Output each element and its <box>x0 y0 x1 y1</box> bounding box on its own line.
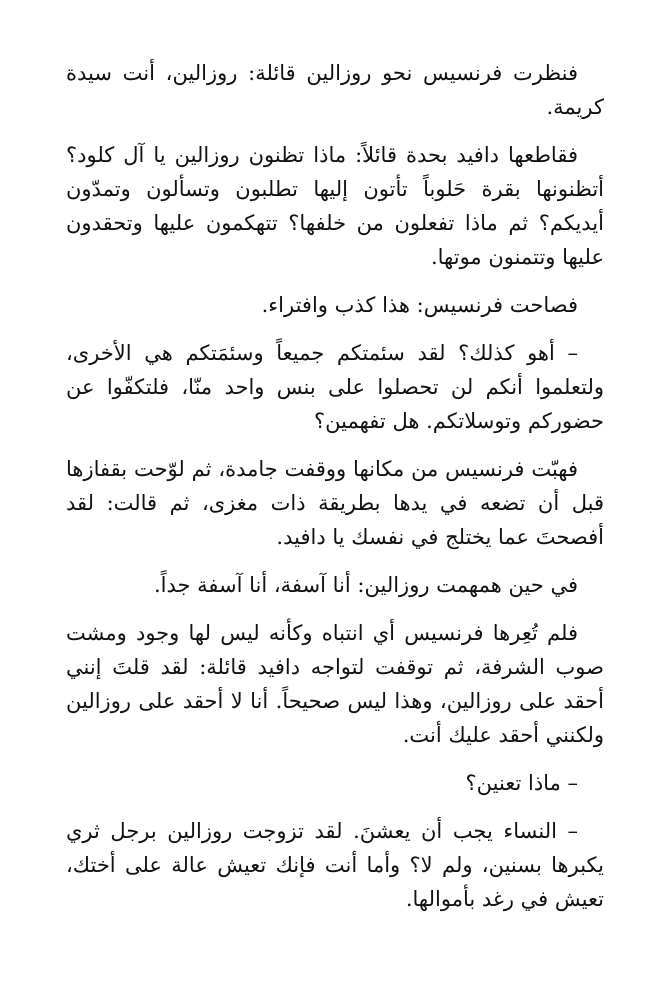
paragraph-1: فنظرت فرنسيس نحو روزالين قائلة: روزالين، أنت سيدة كريمة. <box>66 61 604 119</box>
paragraph-6: في حين همهمت روزالين: أنا آسفة، أنا آسفة جداً. <box>153 573 578 597</box>
paragraph-8: – ماذا تعنين؟ <box>465 771 578 795</box>
paragraph-7: فلم تُعِرها فرنسيس أي انتباه وكأنه ليس لها وجود ومشت صوب الشرفة، ثم توقفت لتواجه دافيد قائلة: لقد قلتَ إنني أحقد على روزالين، وهذا ليس صحيحاً. أنا لا أحقد على روزالين ولكنني أحقد عليك أنت. <box>66 621 604 747</box>
paragraph-2: فقاطعها دافيد بحدة قائلاً: ماذا تظنون روزالين يا آل كلود؟ أتظنونها بقرة حَلوباً تأتون إليها تطلبون وتسألون وتمدّون أيديكم؟ ثم ماذا تفعلون من خلفها؟ تتهكمون عليها وتحقدون عليها وتتمنون موتها. <box>66 143 604 269</box>
paragraph-5: فهبّت فرنسيس من مكانها ووقفت جامدة، ثم لوّحت بقفازها قبل أن تضعه في يدها بطريقة ذات مغزى، ثم قالت: لقد أفصحتَ عما يختلج في نفسك يا دافيد. <box>66 457 604 549</box>
paragraph-3: فصاحت فرنسيس: هذا كذب وافتراء. <box>261 293 578 317</box>
paragraph-9: – النساء يجب أن يعشنَ. لقد تزوجت روزالين برجل ثري يكبرها بسنين، ولم لا؟ وأما أنت فإنك تعيش عالة على أختك، تعيش في رغد بأموالها. <box>66 819 604 911</box>
paragraph-4: – أهو كذلك؟ لقد سئمتكم جميعاً وسئمَتكم هي الأخرى، ولتعلموا أنكم لن تحصلوا على بنس واحد منّا، فلتكفّوا عن حضوركم وتوسلاتكم. هل تفهمين؟ <box>66 341 604 433</box>
book-page-text <box>66 56 604 930</box>
